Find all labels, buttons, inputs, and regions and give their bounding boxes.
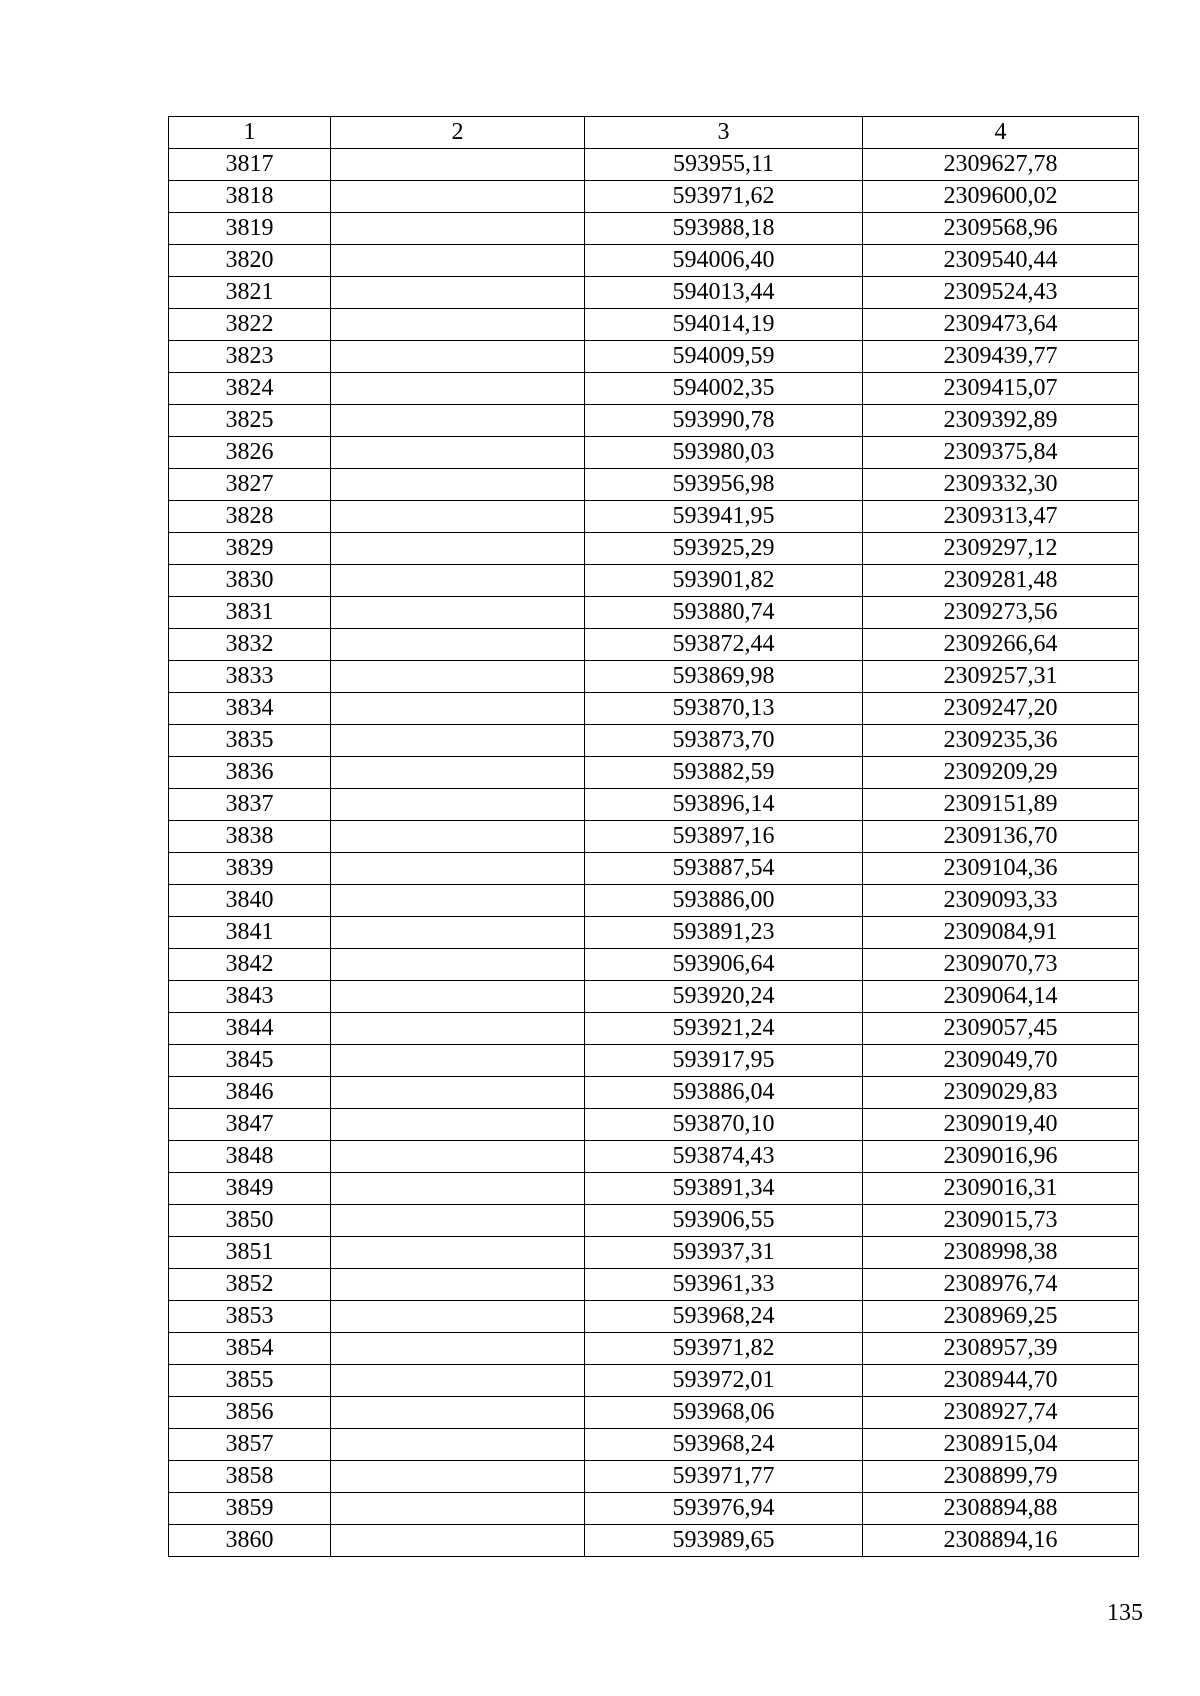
table-row bbox=[169, 949, 1139, 981]
x-coordinate-cell: 593887,54 bbox=[585, 853, 863, 885]
x-coordinate-cell: 593989,65 bbox=[585, 1525, 863, 1557]
y-coordinate-cell: 2308976,74 bbox=[863, 1269, 1139, 1301]
empty-cell bbox=[331, 821, 585, 853]
y-coordinate-cell: 2308969,25 bbox=[863, 1301, 1139, 1333]
table-row bbox=[169, 1461, 1139, 1493]
point-number-cell: 3817 bbox=[169, 149, 331, 181]
table-row bbox=[169, 245, 1139, 277]
x-coordinate-cell: 593937,31 bbox=[585, 1237, 863, 1269]
x-coordinate-cell: 593896,14 bbox=[585, 789, 863, 821]
y-coordinate-cell: 2308894,88 bbox=[863, 1493, 1139, 1525]
table-row bbox=[169, 757, 1139, 789]
point-number-cell: 3837 bbox=[169, 789, 331, 821]
point-number-cell: 3849 bbox=[169, 1173, 331, 1205]
empty-cell bbox=[331, 181, 585, 213]
empty-cell bbox=[331, 629, 585, 661]
x-coordinate-cell: 593925,29 bbox=[585, 533, 863, 565]
x-coordinate-cell: 593869,98 bbox=[585, 661, 863, 693]
empty-cell bbox=[331, 373, 585, 405]
empty-cell bbox=[331, 437, 585, 469]
table-header-row bbox=[169, 117, 1139, 149]
table-row bbox=[169, 1365, 1139, 1397]
table-row bbox=[169, 885, 1139, 917]
y-coordinate-cell: 2309057,45 bbox=[863, 1013, 1139, 1045]
table-row bbox=[169, 1269, 1139, 1301]
table-row bbox=[169, 1429, 1139, 1461]
x-coordinate-cell: 593961,33 bbox=[585, 1269, 863, 1301]
x-coordinate-cell: 594006,40 bbox=[585, 245, 863, 277]
table-row bbox=[169, 1173, 1139, 1205]
x-coordinate-cell: 593886,04 bbox=[585, 1077, 863, 1109]
table-row bbox=[169, 501, 1139, 533]
table-row bbox=[169, 1237, 1139, 1269]
x-coordinate-cell: 593873,70 bbox=[585, 725, 863, 757]
x-coordinate-cell: 593906,55 bbox=[585, 1205, 863, 1237]
table-row bbox=[169, 213, 1139, 245]
table-row bbox=[169, 1301, 1139, 1333]
empty-cell bbox=[331, 789, 585, 821]
x-coordinate-cell: 593891,34 bbox=[585, 1173, 863, 1205]
x-coordinate-cell: 593870,13 bbox=[585, 693, 863, 725]
point-number-cell: 3834 bbox=[169, 693, 331, 725]
x-coordinate-cell: 593971,62 bbox=[585, 181, 863, 213]
table-row bbox=[169, 405, 1139, 437]
y-coordinate-cell: 2309266,64 bbox=[863, 629, 1139, 661]
column-header: 3 bbox=[585, 117, 863, 149]
x-coordinate-cell: 593955,11 bbox=[585, 149, 863, 181]
x-coordinate-cell: 593971,77 bbox=[585, 1461, 863, 1493]
x-coordinate-cell: 593971,82 bbox=[585, 1333, 863, 1365]
y-coordinate-cell: 2309392,89 bbox=[863, 405, 1139, 437]
y-coordinate-cell: 2309257,31 bbox=[863, 661, 1139, 693]
empty-cell bbox=[331, 405, 585, 437]
x-coordinate-cell: 593980,03 bbox=[585, 437, 863, 469]
point-number-cell: 3854 bbox=[169, 1333, 331, 1365]
x-coordinate-cell: 594002,35 bbox=[585, 373, 863, 405]
point-number-cell: 3841 bbox=[169, 917, 331, 949]
point-number-cell: 3855 bbox=[169, 1365, 331, 1397]
table-row bbox=[169, 1525, 1139, 1557]
table-row bbox=[169, 693, 1139, 725]
y-coordinate-cell: 2308957,39 bbox=[863, 1333, 1139, 1365]
table-row bbox=[169, 1397, 1139, 1429]
point-number-cell: 3848 bbox=[169, 1141, 331, 1173]
table-row bbox=[169, 309, 1139, 341]
empty-cell bbox=[331, 757, 585, 789]
empty-cell bbox=[331, 917, 585, 949]
x-coordinate-cell: 593968,24 bbox=[585, 1301, 863, 1333]
x-coordinate-cell: 593880,74 bbox=[585, 597, 863, 629]
x-coordinate-cell: 593872,44 bbox=[585, 629, 863, 661]
table-row bbox=[169, 789, 1139, 821]
empty-cell bbox=[331, 1301, 585, 1333]
y-coordinate-cell: 2309064,14 bbox=[863, 981, 1139, 1013]
x-coordinate-cell: 593917,95 bbox=[585, 1045, 863, 1077]
y-coordinate-cell: 2309415,07 bbox=[863, 373, 1139, 405]
point-number-cell: 3826 bbox=[169, 437, 331, 469]
x-coordinate-cell: 593976,94 bbox=[585, 1493, 863, 1525]
table-row bbox=[169, 277, 1139, 309]
x-coordinate-cell: 593906,64 bbox=[585, 949, 863, 981]
x-coordinate-cell: 593870,10 bbox=[585, 1109, 863, 1141]
x-coordinate-cell: 593972,01 bbox=[585, 1365, 863, 1397]
point-number-cell: 3830 bbox=[169, 565, 331, 597]
empty-cell bbox=[331, 1141, 585, 1173]
y-coordinate-cell: 2309524,43 bbox=[863, 277, 1139, 309]
empty-cell bbox=[331, 1333, 585, 1365]
point-number-cell: 3820 bbox=[169, 245, 331, 277]
empty-cell bbox=[331, 885, 585, 917]
point-number-cell: 3819 bbox=[169, 213, 331, 245]
table-row bbox=[169, 1205, 1139, 1237]
y-coordinate-cell: 2309313,47 bbox=[863, 501, 1139, 533]
y-coordinate-cell: 2308915,04 bbox=[863, 1429, 1139, 1461]
point-number-cell: 3836 bbox=[169, 757, 331, 789]
y-coordinate-cell: 2309049,70 bbox=[863, 1045, 1139, 1077]
x-coordinate-cell: 593901,82 bbox=[585, 565, 863, 597]
y-coordinate-cell: 2308944,70 bbox=[863, 1365, 1139, 1397]
table-row bbox=[169, 181, 1139, 213]
empty-cell bbox=[331, 1013, 585, 1045]
table-row bbox=[169, 853, 1139, 885]
point-number-cell: 3860 bbox=[169, 1525, 331, 1557]
table-row bbox=[169, 725, 1139, 757]
x-coordinate-cell: 593968,06 bbox=[585, 1397, 863, 1429]
empty-cell bbox=[331, 661, 585, 693]
y-coordinate-cell: 2309019,40 bbox=[863, 1109, 1139, 1141]
y-coordinate-cell: 2308927,74 bbox=[863, 1397, 1139, 1429]
point-number-cell: 3821 bbox=[169, 277, 331, 309]
y-coordinate-cell: 2309297,12 bbox=[863, 533, 1139, 565]
point-number-cell: 3845 bbox=[169, 1045, 331, 1077]
column-header: 4 bbox=[863, 117, 1139, 149]
table-row bbox=[169, 1077, 1139, 1109]
y-coordinate-cell: 2309473,64 bbox=[863, 309, 1139, 341]
empty-cell bbox=[331, 1429, 585, 1461]
point-number-cell: 3856 bbox=[169, 1397, 331, 1429]
y-coordinate-cell: 2309568,96 bbox=[863, 213, 1139, 245]
empty-cell bbox=[331, 981, 585, 1013]
table-row bbox=[169, 1333, 1139, 1365]
table-row bbox=[169, 1013, 1139, 1045]
x-coordinate-cell: 593968,24 bbox=[585, 1429, 863, 1461]
table-row bbox=[169, 437, 1139, 469]
y-coordinate-cell: 2309015,73 bbox=[863, 1205, 1139, 1237]
y-coordinate-cell: 2309093,33 bbox=[863, 885, 1139, 917]
empty-cell bbox=[331, 1493, 585, 1525]
column-header: 1 bbox=[169, 117, 331, 149]
point-number-cell: 3853 bbox=[169, 1301, 331, 1333]
x-coordinate-cell: 593988,18 bbox=[585, 213, 863, 245]
empty-cell bbox=[331, 565, 585, 597]
y-coordinate-cell: 2309016,96 bbox=[863, 1141, 1139, 1173]
point-number-cell: 3824 bbox=[169, 373, 331, 405]
point-number-cell: 3827 bbox=[169, 469, 331, 501]
coordinates-table bbox=[168, 116, 1139, 1557]
point-number-cell: 3858 bbox=[169, 1461, 331, 1493]
point-number-cell: 3835 bbox=[169, 725, 331, 757]
point-number-cell: 3847 bbox=[169, 1109, 331, 1141]
point-number-cell: 3851 bbox=[169, 1237, 331, 1269]
y-coordinate-cell: 2309627,78 bbox=[863, 149, 1139, 181]
page-number: 135 bbox=[1107, 1600, 1143, 1626]
point-number-cell: 3838 bbox=[169, 821, 331, 853]
y-coordinate-cell: 2309540,44 bbox=[863, 245, 1139, 277]
y-coordinate-cell: 2309332,30 bbox=[863, 469, 1139, 501]
table-row bbox=[169, 565, 1139, 597]
table-body bbox=[169, 149, 1139, 1557]
empty-cell bbox=[331, 1109, 585, 1141]
y-coordinate-cell: 2308899,79 bbox=[863, 1461, 1139, 1493]
table-row bbox=[169, 1493, 1139, 1525]
y-coordinate-cell: 2309235,36 bbox=[863, 725, 1139, 757]
x-coordinate-cell: 593897,16 bbox=[585, 821, 863, 853]
point-number-cell: 3859 bbox=[169, 1493, 331, 1525]
table-row bbox=[169, 533, 1139, 565]
empty-cell bbox=[331, 1461, 585, 1493]
x-coordinate-cell: 593921,24 bbox=[585, 1013, 863, 1045]
y-coordinate-cell: 2309016,31 bbox=[863, 1173, 1139, 1205]
empty-cell bbox=[331, 277, 585, 309]
y-coordinate-cell: 2309029,83 bbox=[863, 1077, 1139, 1109]
x-coordinate-cell: 593874,43 bbox=[585, 1141, 863, 1173]
y-coordinate-cell: 2309104,36 bbox=[863, 853, 1139, 885]
table-row bbox=[169, 373, 1139, 405]
point-number-cell: 3828 bbox=[169, 501, 331, 533]
point-number-cell: 3831 bbox=[169, 597, 331, 629]
table-row bbox=[169, 1141, 1139, 1173]
empty-cell bbox=[331, 469, 585, 501]
empty-cell bbox=[331, 853, 585, 885]
y-coordinate-cell: 2309439,77 bbox=[863, 341, 1139, 373]
empty-cell bbox=[331, 1045, 585, 1077]
empty-cell bbox=[331, 533, 585, 565]
y-coordinate-cell: 2308998,38 bbox=[863, 1237, 1139, 1269]
y-coordinate-cell: 2309281,48 bbox=[863, 565, 1139, 597]
empty-cell bbox=[331, 949, 585, 981]
y-coordinate-cell: 2308894,16 bbox=[863, 1525, 1139, 1557]
empty-cell bbox=[331, 501, 585, 533]
x-coordinate-cell: 593990,78 bbox=[585, 405, 863, 437]
table-row bbox=[169, 1045, 1139, 1077]
empty-cell bbox=[331, 1237, 585, 1269]
point-number-cell: 3822 bbox=[169, 309, 331, 341]
point-number-cell: 3829 bbox=[169, 533, 331, 565]
column-header: 2 bbox=[331, 117, 585, 149]
empty-cell bbox=[331, 1397, 585, 1429]
point-number-cell: 3852 bbox=[169, 1269, 331, 1301]
y-coordinate-cell: 2309273,56 bbox=[863, 597, 1139, 629]
table-row bbox=[169, 149, 1139, 181]
x-coordinate-cell: 593941,95 bbox=[585, 501, 863, 533]
point-number-cell: 3846 bbox=[169, 1077, 331, 1109]
point-number-cell: 3850 bbox=[169, 1205, 331, 1237]
empty-cell bbox=[331, 1525, 585, 1557]
point-number-cell: 3833 bbox=[169, 661, 331, 693]
x-coordinate-cell: 593920,24 bbox=[585, 981, 863, 1013]
y-coordinate-cell: 2309209,29 bbox=[863, 757, 1139, 789]
empty-cell bbox=[331, 341, 585, 373]
y-coordinate-cell: 2309600,02 bbox=[863, 181, 1139, 213]
table-row bbox=[169, 597, 1139, 629]
empty-cell bbox=[331, 213, 585, 245]
empty-cell bbox=[331, 149, 585, 181]
y-coordinate-cell: 2309375,84 bbox=[863, 437, 1139, 469]
point-number-cell: 3839 bbox=[169, 853, 331, 885]
point-number-cell: 3832 bbox=[169, 629, 331, 661]
empty-cell bbox=[331, 309, 585, 341]
x-coordinate-cell: 594009,59 bbox=[585, 341, 863, 373]
empty-cell bbox=[331, 1365, 585, 1397]
point-number-cell: 3844 bbox=[169, 1013, 331, 1045]
table-row bbox=[169, 821, 1139, 853]
point-number-cell: 3840 bbox=[169, 885, 331, 917]
y-coordinate-cell: 2309084,91 bbox=[863, 917, 1139, 949]
table-row bbox=[169, 917, 1139, 949]
x-coordinate-cell: 593886,00 bbox=[585, 885, 863, 917]
x-coordinate-cell: 593956,98 bbox=[585, 469, 863, 501]
x-coordinate-cell: 593882,59 bbox=[585, 757, 863, 789]
x-coordinate-cell: 594014,19 bbox=[585, 309, 863, 341]
point-number-cell: 3857 bbox=[169, 1429, 331, 1461]
y-coordinate-cell: 2309136,70 bbox=[863, 821, 1139, 853]
empty-cell bbox=[331, 1077, 585, 1109]
empty-cell bbox=[331, 693, 585, 725]
table-row bbox=[169, 469, 1139, 501]
point-number-cell: 3818 bbox=[169, 181, 331, 213]
point-number-cell: 3825 bbox=[169, 405, 331, 437]
empty-cell bbox=[331, 1173, 585, 1205]
empty-cell bbox=[331, 597, 585, 629]
empty-cell bbox=[331, 725, 585, 757]
empty-cell bbox=[331, 1205, 585, 1237]
table-row bbox=[169, 981, 1139, 1013]
empty-cell bbox=[331, 245, 585, 277]
x-coordinate-cell: 594013,44 bbox=[585, 277, 863, 309]
x-coordinate-cell: 593891,23 bbox=[585, 917, 863, 949]
table-row bbox=[169, 661, 1139, 693]
empty-cell bbox=[331, 1269, 585, 1301]
y-coordinate-cell: 2309151,89 bbox=[863, 789, 1139, 821]
point-number-cell: 3823 bbox=[169, 341, 331, 373]
table-row bbox=[169, 629, 1139, 661]
y-coordinate-cell: 2309070,73 bbox=[863, 949, 1139, 981]
table-row bbox=[169, 341, 1139, 373]
point-number-cell: 3842 bbox=[169, 949, 331, 981]
table-row bbox=[169, 1109, 1139, 1141]
y-coordinate-cell: 2309247,20 bbox=[863, 693, 1139, 725]
point-number-cell: 3843 bbox=[169, 981, 331, 1013]
